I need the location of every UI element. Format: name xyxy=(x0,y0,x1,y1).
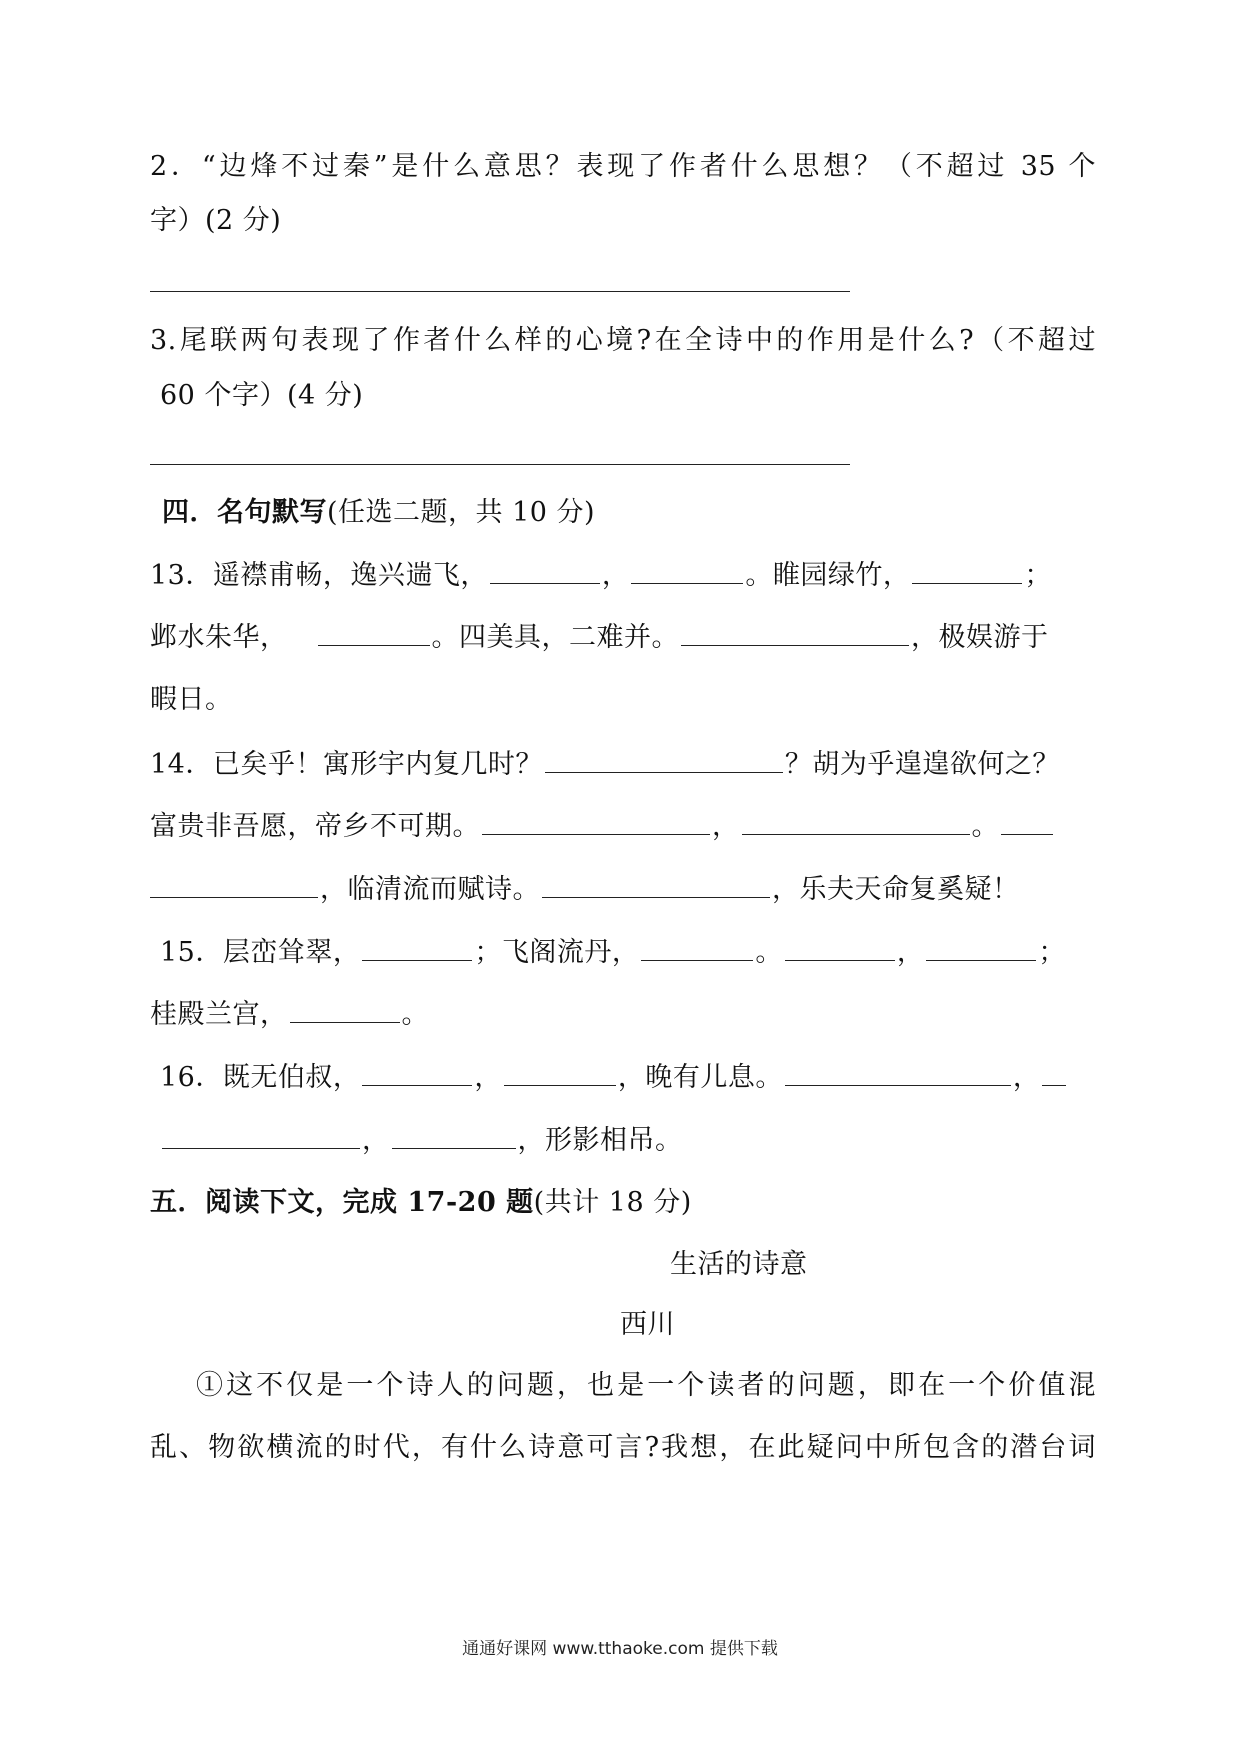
q16-line2 xyxy=(162,1120,1108,1161)
article-p1-line1: ①这不仅是一个诗人的问题，也是一个读者的问题，即在一个价值混 xyxy=(196,1370,1096,1401)
q14-text-e: 。 xyxy=(971,811,999,842)
q16-blank-2[interactable] xyxy=(504,1057,616,1086)
q15-blank-2[interactable] xyxy=(641,932,753,961)
q15-text-a: 15．层峦耸翠， xyxy=(160,937,361,968)
q13-line2 xyxy=(150,617,1096,658)
q14-blank-3[interactable] xyxy=(742,806,970,835)
q14-text-d: ， xyxy=(712,811,740,842)
article-p1-line2: 乱、物欲横流的时代，有什么诗意可言?我想，在此疑问中所包含的潜台词 xyxy=(150,1432,1096,1463)
q14-text-b: ？胡为乎遑遑欲何之？ xyxy=(784,749,1060,780)
q15-text-d: ， xyxy=(896,937,925,968)
q13-text-a: 13．遥襟甫畅，逸兴遄飞， xyxy=(150,560,488,591)
q15-text-e: ； xyxy=(1038,937,1066,968)
article-author: 西川 xyxy=(620,1309,675,1340)
section5-heading xyxy=(150,1183,1096,1223)
q16-text-f: ，形影相吊。 xyxy=(517,1125,683,1156)
q14-blank-5[interactable] xyxy=(542,869,770,898)
q14-text-f: ，临清流而赋诗。 xyxy=(320,874,540,905)
q16-text-c: ，晚有儿息。 xyxy=(617,1062,783,1093)
q16-text-e: ， xyxy=(362,1125,390,1156)
q13-blank-2[interactable] xyxy=(631,555,743,584)
q13-blank-4[interactable] xyxy=(318,617,430,646)
section5-note: (共计 18 分) xyxy=(533,1187,692,1218)
q14-blank-4b[interactable] xyxy=(150,869,318,898)
q13-blank-5[interactable] xyxy=(681,617,909,646)
q15-blank-1[interactable] xyxy=(362,932,472,961)
q13-line1 xyxy=(150,555,1096,596)
q3-line1: 3.尾联两句表现了作者什么样的心境?在全诗中的作用是什么?（不超过 xyxy=(150,325,1096,356)
q14-text-g: ，乐夫天命复奚疑！ xyxy=(772,874,1020,905)
q16-blank-5[interactable] xyxy=(392,1120,516,1149)
q3-answer-line[interactable] xyxy=(150,464,850,465)
q13-line3: 暇日。 xyxy=(150,684,233,715)
q16-text-b: ， xyxy=(474,1062,502,1093)
q13-blank-1[interactable] xyxy=(490,555,600,584)
q13-text-f: 。四美具，二难并。 xyxy=(431,622,679,653)
q13-text-b: ， xyxy=(601,560,630,591)
q3-line2: 60 个字）(4 分) xyxy=(160,380,364,411)
q14-line1 xyxy=(150,744,1096,785)
q14-blank-4a[interactable] xyxy=(1001,806,1053,835)
section4-heading xyxy=(162,493,1108,533)
q16-blank-4b[interactable] xyxy=(162,1120,360,1149)
article-title: 生活的诗意 xyxy=(670,1249,808,1280)
q13-text-e: 邺水朱华， xyxy=(150,622,288,653)
q16-blank-3[interactable] xyxy=(785,1057,1011,1086)
q16-blank-4a[interactable] xyxy=(1042,1057,1066,1086)
q15-blank-5[interactable] xyxy=(290,994,400,1023)
q14-blank-1[interactable] xyxy=(545,744,783,773)
q15-text-f: 桂殿兰宫， xyxy=(150,999,288,1030)
q15-text-g: 。 xyxy=(401,999,429,1030)
q2-line1: 2．“边烽不过秦”是什么意思？表现了作者什么思想？（不超过 35 个 xyxy=(150,151,1096,182)
q13-blank-3[interactable] xyxy=(912,555,1022,584)
q15-blank-3[interactable] xyxy=(785,932,895,961)
q14-text-c: 富贵非吾愿，帝乡不可期。 xyxy=(150,811,480,842)
q16-blank-1[interactable] xyxy=(362,1057,472,1086)
q15-blank-4[interactable] xyxy=(926,932,1036,961)
q16-line1 xyxy=(160,1057,1106,1098)
section4-title: 四．名句默写 xyxy=(162,497,327,528)
q13-text-g: ，极娱游于 xyxy=(911,622,1049,653)
section5-title: 五．阅读下文，完成 17-20 题 xyxy=(150,1187,534,1218)
section4-note: (任选二题，共 10 分) xyxy=(327,497,596,528)
q13-text-c: 。睢园绿竹， xyxy=(745,560,911,591)
q16-text-d: ， xyxy=(1012,1062,1041,1093)
q2-answer-line[interactable] xyxy=(150,291,850,292)
q15-text-b: ；飞阁流丹， xyxy=(474,937,640,968)
q14-text-a: 14．已矣乎！寓形宇内复几时？ xyxy=(150,749,543,780)
q16-text-a: 16．既无伯叔， xyxy=(160,1062,361,1093)
q13-text-d: ； xyxy=(1024,560,1052,591)
q14-blank-2[interactable] xyxy=(482,806,710,835)
q15-line1 xyxy=(160,932,1106,973)
q2-line2: 字）(2 分) xyxy=(150,205,282,236)
q14-line2 xyxy=(150,806,1096,847)
q14-line3 xyxy=(150,869,1096,910)
q15-line2 xyxy=(150,994,1096,1035)
page-footer: 通通好课网 www.tthaoke.com 提供下载 xyxy=(462,1639,778,1659)
q15-text-c: 。 xyxy=(755,937,783,968)
